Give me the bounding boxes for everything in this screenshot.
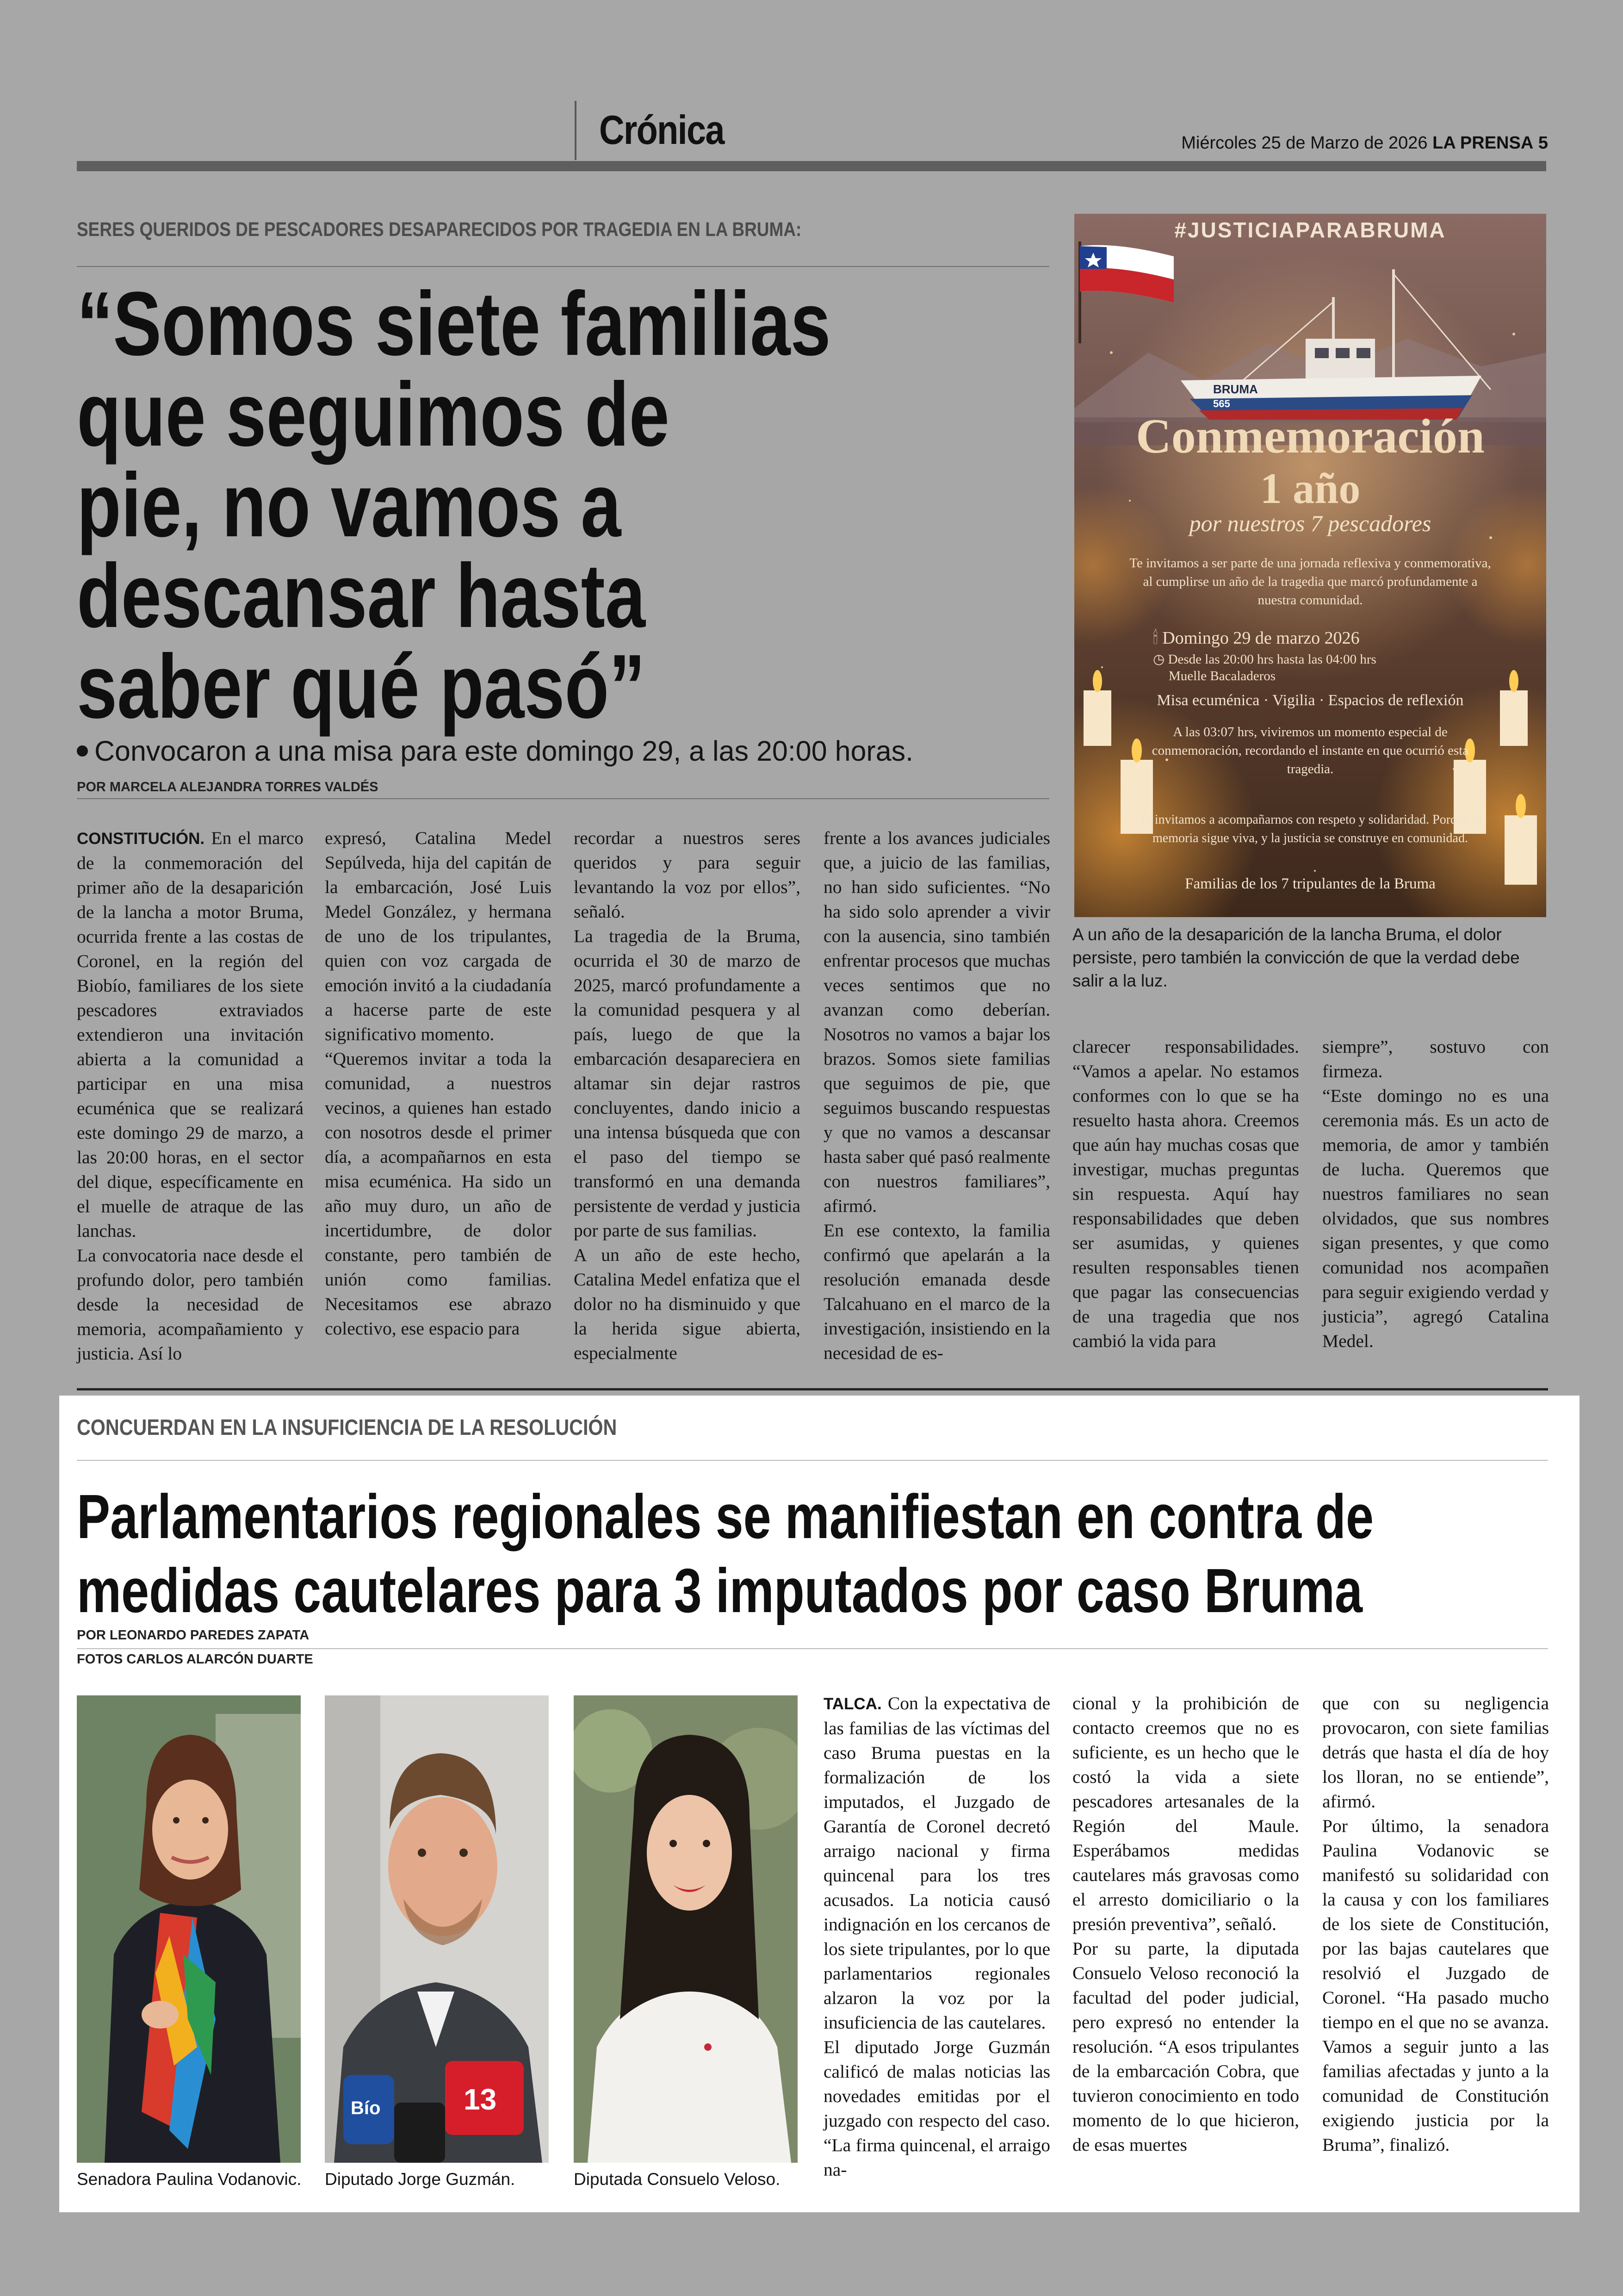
headline-line: pie, no vamos a <box>77 454 621 556</box>
headline-line: medidas cautelares para 3 imputados por caso Bruma <box>77 1556 1363 1626</box>
article2-column-1 <box>824 1691 1050 2182</box>
caption-senator: Senadora Paulina Vodanovic. <box>77 2170 302 2189</box>
page-dateline <box>1181 133 1548 153</box>
body-text: En el marco de la conmemoración del primer año de la desaparición de la lancha a motor Bruma, ocurrida frente a las costas de Coronel, en la región del Biobío, familiares de los siete pescadores extraviados extendieron una invitación abierta a la comunidad a participar en una misa ecuménica que se realizará este domingo 29 de marzo, a las 20:00 horas, en el sector del dique, específicamente en el muelle de atraque de las lanchas. <box>77 828 304 1241</box>
article1-column-5 <box>1072 1035 1299 1353</box>
article2-byline: POR LEONARDO PAREDES ZAPATA <box>77 1628 310 1643</box>
article1-byline: POR MARCELA ALEJANDRA TORRES VALDÉS <box>77 780 378 794</box>
article1-column-6 <box>1322 1035 1549 1353</box>
article1-column-2 <box>325 826 551 1341</box>
body-text: Por último, la senadora Paulina Vodanovic se manifestó su solidaridad con la causa y con los familiares de los siete de Constitución, por las bajas cautelares que resolvió el Juzgado de Coronel. “Ha pasado mucho tiempo en el que no se avanza. Vamos a seguir junto a las familias afectadas y junto a la comunidad de Constitución exigiendo justicia por la Bruma”, finalizó. <box>1322 1816 1549 2155</box>
candle-icon: 🕯 <box>1153 628 1158 648</box>
article2-column-3 <box>1322 1691 1549 2157</box>
poster-date <box>1153 628 1360 648</box>
poster-invite: Te invitamos a acompañarnos con respeto y solidaridad. Porque la memoria sigue viva, y la justicia se construye en comunidad. <box>1139 813 1482 845</box>
poster-time <box>1153 651 1376 684</box>
body-text: La tragedia de la Bruma, ocurrida el 30 de marzo de 2025, marcó profundamente a la comunidad pesquera y al país, luego de que la embarcación desapareciera en altamar sin dejar rastros concluyentes, dando inicio a una intensa búsqueda que con el paso del tiempo se transformó en una demanda persistente de verdad y justicia por parte de sus familias. <box>574 926 800 1241</box>
article2-headline <box>77 1480 1520 1628</box>
article1-column-3 <box>574 826 800 1365</box>
article2-dateline: TALCA. <box>824 1695 882 1713</box>
body-text: que con su negligencia provocaron, con siete familias detrás que hasta el día de hoy los lloran, no se entiende”, afirmó. <box>1322 1693 1549 1812</box>
poster-date-text: Domingo 29 de marzo 2026 <box>1162 628 1360 648</box>
article1-column-4 <box>824 826 1050 1365</box>
poster-subtitle: 1 año <box>1260 465 1361 513</box>
kicker-rule <box>77 1460 1548 1461</box>
article1-dateline: CONSTITUCIÓN. <box>77 830 205 848</box>
article2-column-2 <box>1072 1691 1299 2157</box>
body-text: El diputado Jorge Guzmán calificó de malas noticias las novedades emitidas por el juzgado con respecto del caso. “La firma quincenal, el arraigo na- <box>824 2037 1050 2180</box>
body-text: Con la expectativa de las familias de las víctimas del caso Bruma puestas en la formalización de los imputados, el Juzgado de Garantía de Coronel decretó arraigo nacional y firma quincenal para los tres acusados. La noticia causó indignación en los cercanos de los siete tripulantes, por lo que parlamentarios regionales alzaron la voz por la insuficiencia de las cautelares. <box>824 1693 1050 2033</box>
body-text: “Este domingo no es una ceremonia más. Es un acto de memoria, de amor y también de lucha. Queremos que nuestros familiares no sean olvidados, que sus nombres sigan presentes, y que como comunidad nos acompañen para seguir exigiendo verdad y justicia”, agregó Catalina Medel. <box>1322 1086 1549 1351</box>
mic-label: Bío <box>351 2098 381 2118</box>
bullet-icon <box>77 745 88 757</box>
page-number: 5 <box>1538 133 1548 153</box>
article2-photo-credit: FOTOS CARLOS ALARCÓN DUARTE <box>77 1652 313 1667</box>
article-separator <box>77 1388 1548 1390</box>
headline-line: que seguimos de <box>77 364 669 465</box>
kicker-rule <box>77 266 1049 267</box>
body-text: clarecer responsabilidades. “Vamos a apelar. No estamos conformes con lo que se ha resuelto hasta ahora. Creemos que aún hay muchas cosas que investigar, muchas preguntas sin respuesta. Aquí hay responsabilidades que deben ser asumidas, y quienes resulten responsables tienen que pagar las consecuencias de una tragedia que nos cambió la vida para <box>1072 1036 1299 1351</box>
photo-senator <box>77 1695 301 2163</box>
clock-icon: ◷ <box>1153 652 1165 667</box>
mic-label: 13 <box>464 2083 497 2116</box>
header-rule <box>77 161 1546 171</box>
subhead-text: Convocaron a una misa para este domingo 29, a las 20:00 horas. <box>94 735 914 767</box>
byline-rule <box>77 1648 1548 1649</box>
photo-deputy-veloso <box>574 1695 798 2163</box>
photo-deputy-guzman <box>325 1695 549 2163</box>
body-text: En ese contexto, la familia confirmó que apelarán a la resolución emanada desde Talcahuano en el marco de la investigación, insistiendo en la necesidad de es- <box>824 1220 1050 1363</box>
body-text: A un año de este hecho, Catalina Medel enfatiza que el dolor no ha disminuido y que la herida sigue abierta, especialmente <box>574 1245 800 1363</box>
poster-caption: A un año de la desaparición de la lancha Bruma, el dolor persiste, pero también la convicción de que la verdad debe salir a la luz. <box>1072 925 1520 990</box>
issue-date: Miércoles 25 de Marzo de 2026 <box>1181 133 1428 153</box>
poster-time-text: Desde las 20:00 hrs hasta las 04:00 hrs <box>1168 652 1376 667</box>
body-text: recordar a nuestros seres queridos y para seguir levantando la voz por ellos”, señaló. <box>574 828 800 922</box>
headline-line: descansar hasta <box>77 545 645 646</box>
boat-name: BRUMA <box>1213 382 1258 396</box>
poster-hashtag: #JUSTICIAPARABRUMA <box>1174 218 1446 242</box>
poster-place: Muelle Bacaladeros <box>1169 669 1276 683</box>
paper-name: LA PRENSA <box>1432 133 1534 153</box>
poster-activities: Misa ecuménica · Vigilia · Espacios de reflexión <box>1157 692 1464 709</box>
boat-number: 565 <box>1213 398 1230 410</box>
body-text: Por su parte, la diputada Consuelo Veloso reconoció la facultad del poder judicial, pero expresó no entender la resolución. “A esos tripulantes de la embarcación Cobra, que tuvieron conocimiento en todo momento de lo que hicieron, de esas muertes <box>1072 1938 1299 2155</box>
poster-title: Conmemoración <box>1136 409 1485 463</box>
body-text: frente a los avances judiciales que, a juicio de las familias, no han sido suficientes. “No ha sido solo aprender a vivir con la ausencia, sino también enfrentar procesos que muchas veces sentimos que no avanzan como deberían. Nosotros no vamos a bajar los brazos. Somos siete familias que seguimos de pie, que seguimos buscando respuestas y que no vamos a descansar hasta saber qué pasó realmente con nuestros familiares”, afirmó. <box>824 828 1050 1216</box>
poster-signature: Familias de los 7 tripulantes de la Bruma <box>1185 875 1436 892</box>
article1-kicker: SERES QUERIDOS DE PESCADORES DESAPARECIDOS POR TRAGEDIA EN LA BRUMA: <box>77 218 802 241</box>
poster-intro: Te invitamos a ser parte de una jornada reflexiva y conmemorativa, al cumplirse un año de la tragedia que marcó profundamente a nuestra comunidad. <box>1129 556 1491 608</box>
article1-column-1 <box>77 826 304 1366</box>
person-illustration <box>325 1695 549 2163</box>
body-text: “Queremos invitar a toda la comunidad, a nuestros vecinos, a quienes han estado con nosotros desde el primer día, a acompañarnos en esta misa ecuménica. Ha sido un año muy duro, un año de incertidumbre, de dolor constante, pero también de unión como familias. Necesitamos ese abrazo colectivo, ese espacio para <box>325 1049 551 1339</box>
poster-script: por nuestros 7 pescadores <box>1189 510 1431 536</box>
body-text: siempre”, sostuvo con firmeza. <box>1322 1036 1549 1081</box>
caption-deputy-guzman: Diputado Jorge Guzmán. <box>325 2170 515 2189</box>
commemoration-poster <box>1074 214 1546 917</box>
header-divider <box>575 101 576 160</box>
article1-subhead <box>77 735 913 767</box>
person-illustration <box>574 1695 798 2163</box>
caption-deputy-veloso: Diputada Consuelo Veloso. <box>574 2170 781 2189</box>
poster-moment: A las 03:07 hrs, viviremos un momento especial de conmemoración, recordando el instante en que ocurrió esta tragedia. <box>1152 725 1469 776</box>
person-illustration <box>77 1695 301 2163</box>
byline-rule <box>77 798 1049 799</box>
body-text: La convocatoria nace desde el profundo dolor, pero también desde la necesidad de memoria, acompañamiento y justicia. Así lo <box>77 1245 304 1364</box>
article2-kicker: CONCUERDAN EN LA INSUFICIENCIA DE LA RESOLUCIÓN <box>77 1415 617 1440</box>
section-title: Crónica <box>599 107 724 153</box>
headline-line: saber qué pasó” <box>77 636 645 737</box>
body-text: cional y la prohibición de contacto creemos que no es suficiente, es un hecho que le costó la vida a siete pescadores artesanales de la Región del Maule. Esperábamos medidas cautelares más gravosas como el arresto domiciliario o la presión preventiva”, señaló. <box>1072 1693 1299 1934</box>
body-text: expresó, Catalina Medel Sepúlveda, hija del capitán de la embarcación, José Luis Medel González, y hermana de uno de los tripulantes, quien con voz cargada de emoción invitó a la ciudadanía a hacerse parte de este significativo momento. <box>325 828 551 1044</box>
headline-line: Parlamentarios regionales se manifiestan en contra de <box>77 1482 1374 1551</box>
article1-headline <box>77 273 965 737</box>
headline-line: “Somos siete familias <box>77 273 831 374</box>
